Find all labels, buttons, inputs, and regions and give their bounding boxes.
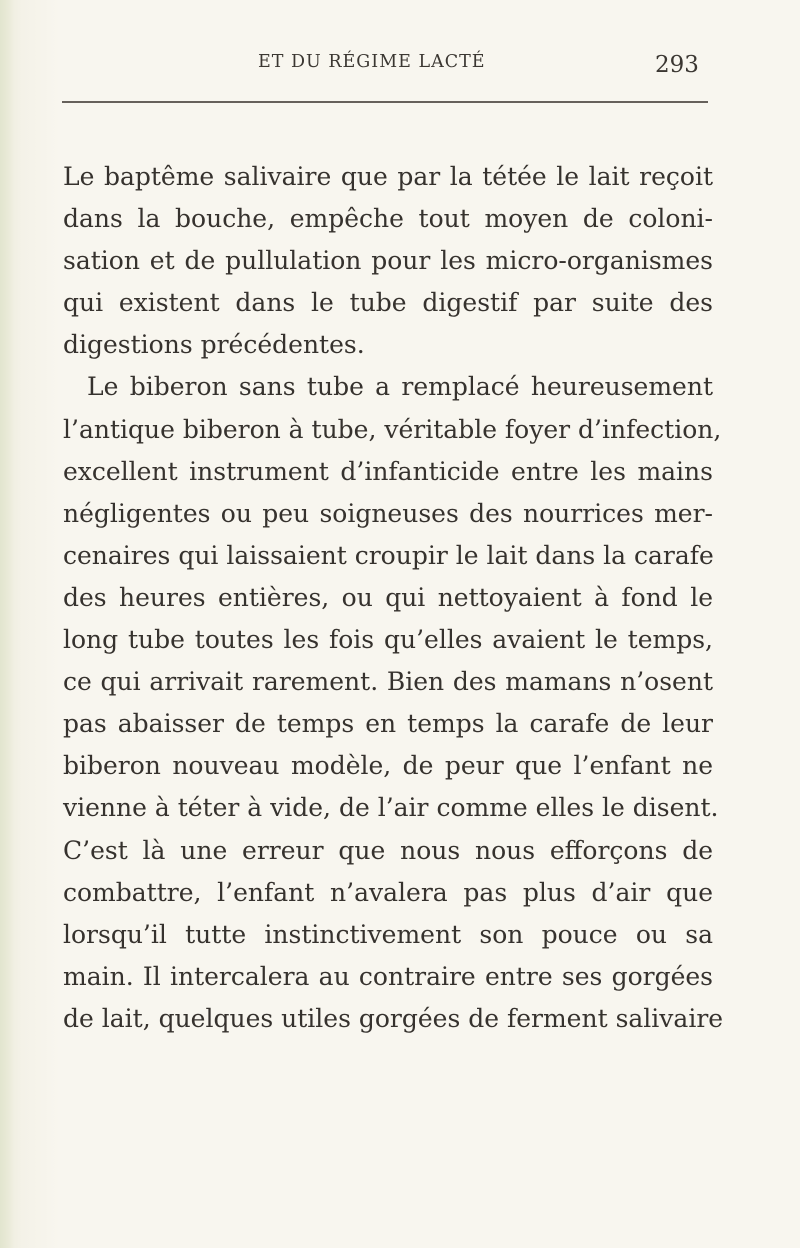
header-rule (62, 101, 708, 103)
text-line: des heures entières, ou qui nettoyaient à fond le (63, 582, 713, 612)
text-line: digestions précédentes. (63, 330, 365, 360)
text-line: main. Il intercalera au contraire entre ses gorgées (63, 961, 713, 991)
text-line: l’antique biberon à tube, véritable foyer d’infection, (63, 414, 722, 444)
text-line: C’est là une erreur que nous nous efforçons de (63, 835, 713, 865)
body-text (63, 156, 724, 1040)
page-edge-shadow (0, 0, 14, 1248)
text-line: cenaires qui laissaient croupir le lait dans la carafe (63, 540, 714, 570)
running-title: ET DU RÉGIME LACTÉ (258, 52, 486, 72)
text-line: long tube toutes les fois qu’elles avaient le temps, (63, 625, 713, 655)
text-line: vienne à téter à vide, de l’air comme elles le disent. (63, 793, 719, 823)
text-line: ce qui arrivait rarement. Bien des mamans n’osent (63, 667, 713, 697)
text-line: de lait, quelques utiles gorgées de ferment salivaire (63, 1003, 724, 1033)
text-line: Le biberon sans tube a remplacé heureusement (87, 372, 713, 402)
text-line: excellent instrument d’infanticide entre les mains (63, 456, 713, 486)
text-line: Le baptême salivaire que par la tétée le lait reçoit (63, 162, 713, 191)
text-line: combattre, l’enfant n’avalera pas plus d’air que (63, 877, 713, 907)
text-line: pas abaisser de temps en temps la carafe de leur (63, 709, 713, 739)
text-line: sation et de pullulation pour les micro-organismes (63, 246, 713, 276)
text-line: négligentes ou peu soigneuses des nourrices mer- (63, 498, 713, 528)
running-header (0, 52, 800, 82)
page-number: 293 (655, 52, 699, 78)
text-line: dans la bouche, empêche tout moyen de coloni- (63, 204, 713, 234)
text-line: lorsqu’il tutte instinctivement son pouce ou sa (63, 919, 713, 949)
text-line: qui existent dans le tube digestif par suite des (63, 288, 713, 318)
text-line: biberon nouveau modèle, de peur que l’enfant ne (63, 751, 713, 781)
